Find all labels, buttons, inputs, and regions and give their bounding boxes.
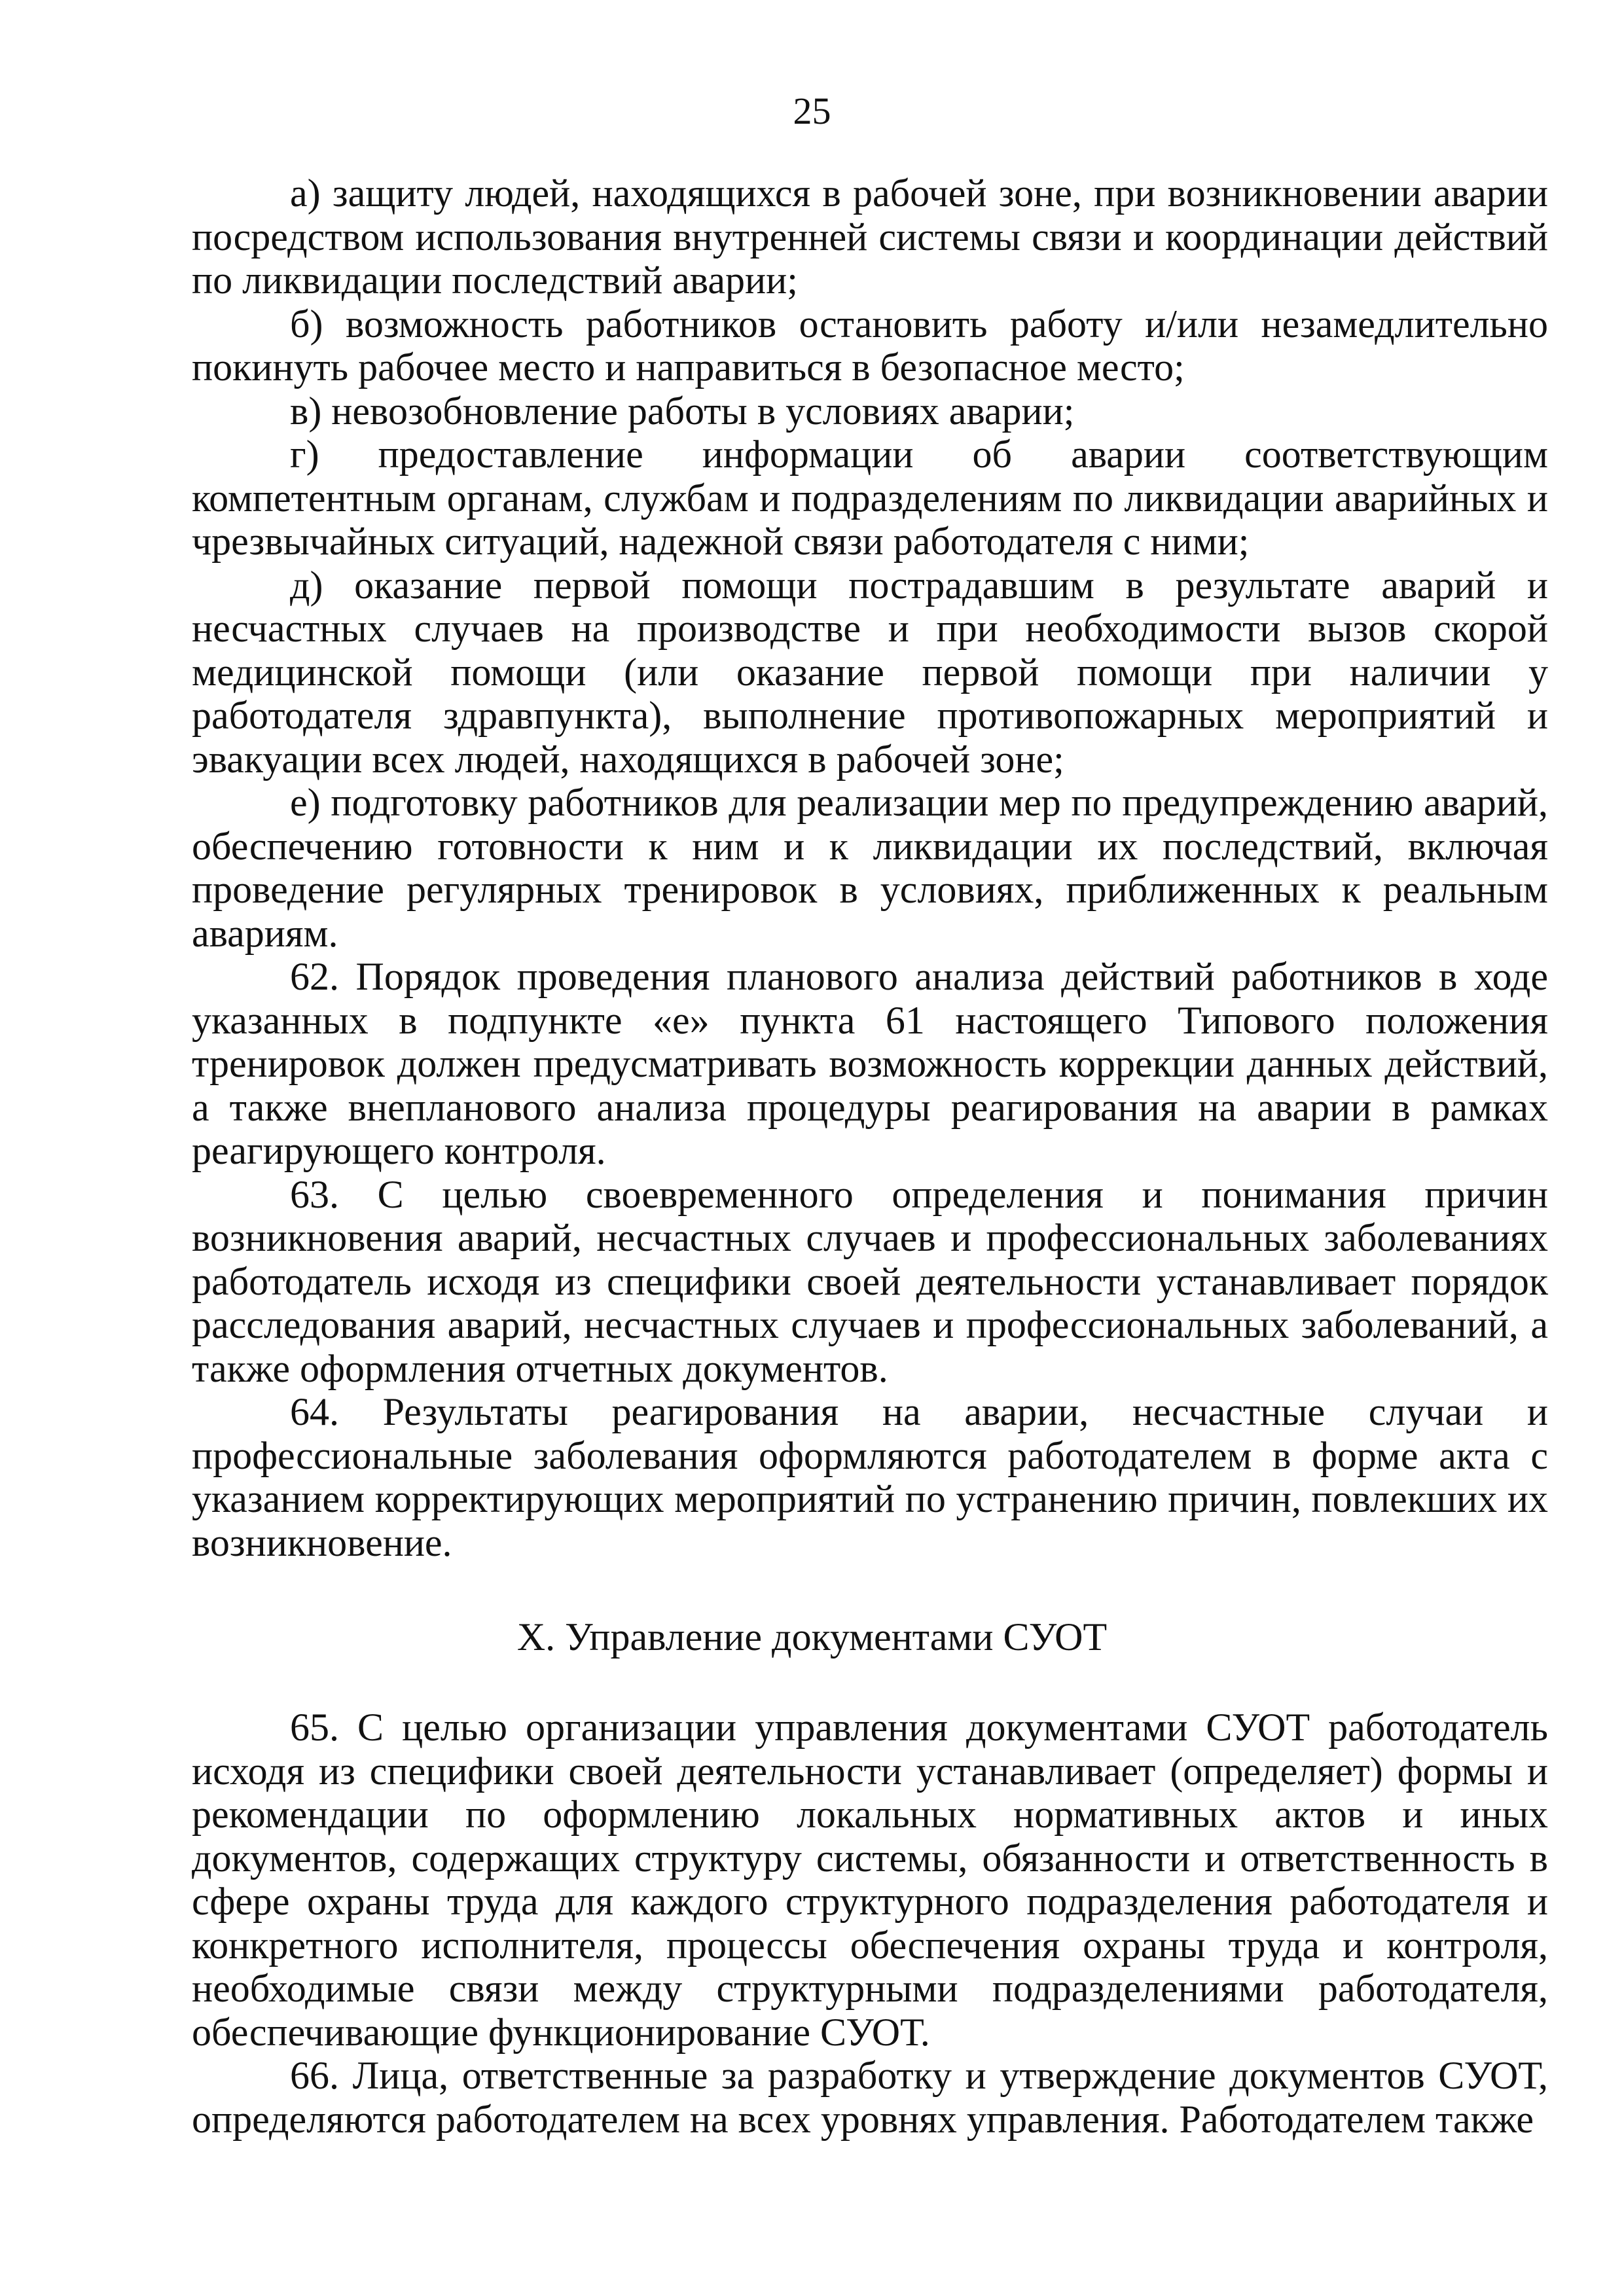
paragraph-item-v: в) невозобновление работы в условиях аварии;	[290, 389, 1075, 433]
paragraph-item-a: а) защиту людей, находящихся в рабочей зоне, при возникновении аварии посредством использования внутренней системы связи и координации действий по ликвидации последствий аварии;	[192, 171, 1548, 302]
paragraph-item-g: г) предоставление информации об аварии соответствующим компетентным органам, службам и подразделениям по ликвидации аварийных и чрезвычайных ситуаций, надежной связи работодателя с ними;	[192, 433, 1548, 563]
section-heading: X. Управление документами СУОТ	[516, 1615, 1108, 1659]
page-number: 25	[793, 90, 831, 132]
paragraph-63: 63. С целью своевременного определения и понимания причин возникновения аварий, несчастных случаев и профессиональных заболеваниях работодатель исходя из специфики своей деятельности устанавливает порядок расследования аварий, несчастных случаев и профессиональных заболеваний, а также оформления отчетных документов.	[192, 1172, 1548, 1390]
paragraph-65: 65. С целью организации управления документами СУОТ работодатель исходя из специфики своей деятельности устанавливает (определяет) формы и рекомендации по оформлению локальных нормативных актов и иных документов, содержащих структуру системы, обязанности и ответственность в сфере охраны труда для каждого структурного подразделения работодателя и конкретного исполнителя, процессы обеспечения охраны труда и контроля, необходимые связи между структурными подразделениями работодателя, обеспечивающие функционирование СУОТ.	[192, 1706, 1548, 2054]
paragraph-item-e: е) подготовку работников для реализации мер по предупреждению аварий, обеспечению готовности к ним и к ликвидации их последствий, включая проведение регулярных тренировок в условиях, приближенных к реальным авариям.	[192, 781, 1548, 955]
paragraph-66: 66. Лица, ответственные за разработку и утверждение документов СУОТ, определяются работодателем на всех уровнях управления. Работодателем также	[192, 2054, 1548, 2141]
paragraph-62: 62. Порядок проведения планового анализа действий работников в ходе указанных в подпункте «е» пункта 61 настоящего Типового положения тренировок должен предусматривать возможность коррекции данных действий, а также внепланового анализа процедуры реагирования на аварии в рамках реагирующего контроля.	[192, 955, 1548, 1172]
paragraph-item-d: д) оказание первой помощи пострадавшим в результате аварий и несчастных случаев на производстве и при необходимости вызов скорой медицинской помощи (или оказание первой помощи при наличии у работодателя здравпункта), выполнение противопожарных мероприятий и эвакуации всех людей, находящихся в рабочей зоне;	[192, 563, 1548, 781]
body-text-before-section	[192, 171, 1548, 1564]
paragraph-64: 64. Результаты реагирования на аварии, несчастные случаи и профессиональные заболевания оформляются работодателем в форме акта с указанием корректирующих мероприятий по устранению причин, повлекших их возникновение.	[192, 1390, 1548, 1564]
paragraph-item-b: б) возможность работников остановить работу и/или незамедлительно покинуть рабочее место и направиться в безопасное место;	[192, 302, 1548, 389]
body-text-after-section	[192, 1706, 1548, 2141]
